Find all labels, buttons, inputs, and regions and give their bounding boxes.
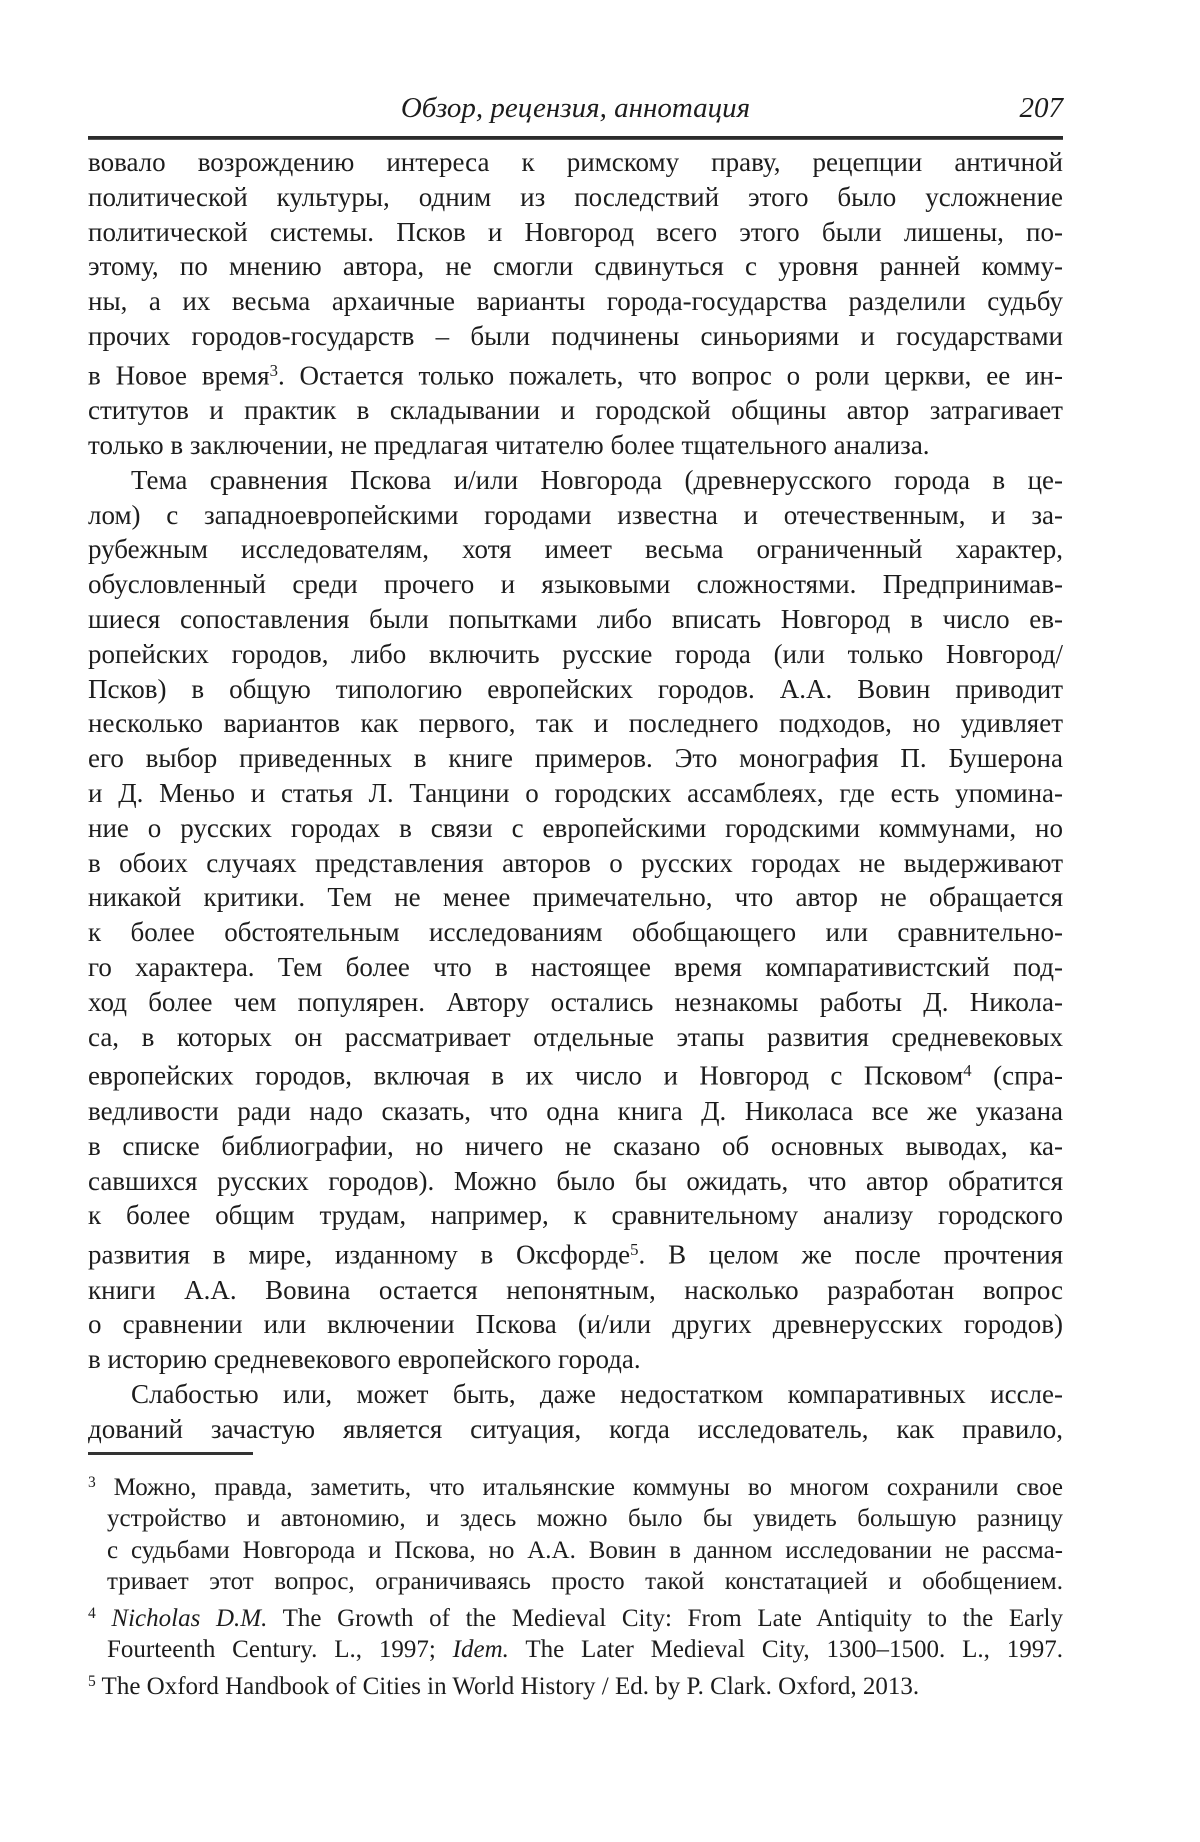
text-segment: (спра- xyxy=(971,1061,1063,1092)
footnote-line xyxy=(107,1566,1063,1597)
text-segment: европейских городов, включая в их число и Новгород с Псковом xyxy=(88,1061,964,1092)
footnote xyxy=(88,1598,1063,1666)
text-segment: обусловленный среди прочего и языковыми сложностями. Предпринимав- xyxy=(88,569,1063,600)
text-line xyxy=(88,950,1063,985)
text-segment: устройство и автономию, и здесь можно было бы увидеть большую разницу xyxy=(107,1505,1063,1533)
text-segment: в Новое время xyxy=(88,360,270,391)
text-line xyxy=(88,354,1063,394)
text-segment: с судьбами Новгорода и Пскова, но А.А. Вовин в данном исследовании не рассма- xyxy=(107,1536,1063,1564)
text-line xyxy=(88,706,1063,741)
text-line xyxy=(88,741,1063,776)
text-line xyxy=(88,532,1063,567)
footnote-ref: 3 xyxy=(269,360,278,380)
running-head xyxy=(88,92,1063,128)
text-line xyxy=(88,498,1063,533)
body-text xyxy=(88,145,1063,1447)
footnote-line xyxy=(88,1666,1063,1702)
text-segment: The Growth of the Medieval City: From Late Antiquity to the Early xyxy=(267,1604,1063,1632)
text-segment: прочих городов-государств – были подчинены синьориями и государствами xyxy=(88,320,1063,351)
text-line xyxy=(88,249,1063,284)
text-line xyxy=(88,672,1063,707)
text-segment: только в заключении, не предлагая читателю более тщательного анализа. xyxy=(88,430,930,461)
text-line xyxy=(88,1342,1063,1377)
text-line xyxy=(88,985,1063,1020)
text-line xyxy=(88,284,1063,319)
text-line xyxy=(88,637,1063,672)
text-segment: о сравнении или включении Пскова (и/или других древнерусских городов) xyxy=(88,1309,1063,1340)
text-line xyxy=(88,1094,1063,1129)
text-segment: лом) с западноевропейскими городами известна и отечественным, и за- xyxy=(88,499,1063,530)
page-title: Обзор, рецензия, аннотация xyxy=(400,92,751,124)
footnote xyxy=(88,1666,1063,1702)
text-segment: . В целом же после прочтения xyxy=(638,1239,1064,1270)
text-line xyxy=(88,145,1063,180)
footnote-ref: 5 xyxy=(630,1240,639,1260)
text-line xyxy=(88,180,1063,215)
text-line xyxy=(88,880,1063,915)
text-line xyxy=(88,1164,1063,1199)
text-line xyxy=(88,846,1063,881)
footnote-separator xyxy=(88,1452,253,1455)
text-line xyxy=(88,1198,1063,1233)
text-segment: ропейских городов, либо включить русские города (или только Новгород/ xyxy=(88,638,1063,669)
text-segment: в обоих случаях представления авторов о русских городах не выдерживают xyxy=(88,847,1063,878)
text-segment: Слабостью или, может быть, даже недостатком компаративных иссле- xyxy=(131,1379,1063,1409)
text-segment: Fourteenth Century. L., 1997; xyxy=(107,1636,453,1664)
footnote-ref: 5 xyxy=(88,1672,96,1690)
text-line xyxy=(88,1233,1063,1273)
text-segment: в списке библиографии, но ничего не сказано об основных выводах, ка- xyxy=(88,1130,1063,1161)
text-segment: к более обстоятельным исследованиям обобщающего или сравнительно- xyxy=(88,917,1063,948)
page-number: 207 xyxy=(1019,92,1063,124)
footnote xyxy=(88,1467,1063,1598)
text-segment: шиеся сопоставления были попытками либо вписать Новгород в число ев- xyxy=(88,604,1063,635)
footnote-line xyxy=(107,1634,1063,1665)
text-segment: савшихся русских городов). Можно было бы ожидать, что автор обратится xyxy=(88,1165,1063,1196)
text-segment: The Oxford Handbook of Cities in World History / Ed. by P. Clark. Oxford, 2013. xyxy=(95,1672,920,1700)
text-segment: Можно, правда, заметить, что итальянские коммуны во многом сохранили свое xyxy=(95,1474,1063,1502)
italic-text: Nicholas D.M. xyxy=(111,1604,268,1632)
text-line xyxy=(88,776,1063,811)
text-segment: этому, по мнению автора, не смогли сдвинуться с уровня ранней комму- xyxy=(88,251,1063,282)
text-segment: ведливости ради надо сказать, что одна книга Д. Николаса все же указана xyxy=(88,1095,1063,1126)
text-segment: к более общим трудам, например, к сравнительному анализу городского xyxy=(88,1200,1063,1231)
text-segment: книги А.А. Вовина остается непонятным, насколько разработан вопрос xyxy=(88,1274,1063,1305)
footnotes-section xyxy=(88,1467,1063,1702)
footnote-line xyxy=(107,1535,1063,1566)
text-line xyxy=(88,319,1063,354)
footnote-ref: 4 xyxy=(88,1604,96,1622)
text-segment: Псков) в общую типологию европейских городов. А.А. Вовин приводит xyxy=(88,673,1063,704)
text-line xyxy=(88,463,1063,498)
text-segment: в историю средневекового европейского города. xyxy=(88,1344,641,1375)
text-line xyxy=(88,1377,1063,1412)
footnote-line xyxy=(107,1503,1063,1534)
text-segment: ститутов и практик в складывании и городской общины автор затрагивает xyxy=(88,395,1063,426)
header-rule xyxy=(88,136,1063,140)
footnote-ref: 3 xyxy=(88,1474,96,1491)
text-line xyxy=(88,1129,1063,1164)
text-line xyxy=(88,1412,1063,1447)
text-segment: политической системы. Псков и Новгород всего этого были лишены, по- xyxy=(88,216,1063,247)
text-segment: вовало возрождению интереса к римскому праву, рецепции античной xyxy=(88,147,1063,177)
paragraph xyxy=(88,1377,1063,1447)
text-segment: и Д. Меньо и статья Л. Танцини о городских ассамблеях, где есть упомина- xyxy=(88,778,1063,809)
footnote-ref: 4 xyxy=(963,1061,972,1081)
text-segment: ход более чем популярен. Автору остались незнакомы работы Д. Никола- xyxy=(88,986,1063,1017)
text-segment: ны, а их весьма архаичные варианты города-государства разделили судьбу xyxy=(88,286,1063,317)
italic-text: Idem. xyxy=(452,1636,509,1664)
text-line xyxy=(88,1020,1063,1055)
text-segment: дований зачастую является ситуация, когда исследователь, как правило, xyxy=(88,1413,1063,1444)
text-line xyxy=(88,1054,1063,1094)
text-segment: The Later Medieval City, 1300–1500. L., 1997. xyxy=(508,1636,1063,1664)
text-segment: политической культуры, одним из последствий этого было усложнение xyxy=(88,181,1063,212)
text-segment: развития в мире, изданному в Оксфорде xyxy=(88,1239,631,1270)
text-line xyxy=(88,1307,1063,1342)
text-segment: го характера. Тем более что в настоящее время компаративистский под- xyxy=(88,952,1063,983)
text-segment: тривает этот вопрос, ограничиваясь просто такой констатацией и обобщением. xyxy=(107,1568,1063,1596)
text-segment: Тема сравнения Пскова и/или Новгорода (древнерусского города в це- xyxy=(131,464,1063,495)
text-line xyxy=(88,393,1063,428)
text-line xyxy=(88,915,1063,950)
text-segment xyxy=(96,1605,112,1632)
text-segment: са, в которых он рассматривает отдельные этапы развития средневековых xyxy=(88,1021,1063,1052)
text-line xyxy=(88,602,1063,637)
footnote-line xyxy=(88,1467,1063,1503)
text-line xyxy=(88,428,1063,463)
text-line xyxy=(88,811,1063,846)
text-segment: его выбор приведенных в книге примеров. Это монография П. Бушерона xyxy=(88,743,1063,774)
text-line xyxy=(88,567,1063,602)
text-segment: никакой критики. Тем не менее примечательно, что автор не обращается xyxy=(88,882,1063,913)
text-segment: рубежным исследователям, хотя имеет весьма ограниченный характер, xyxy=(88,534,1063,565)
paragraph xyxy=(88,145,1063,463)
text-line xyxy=(88,1273,1063,1308)
paragraph xyxy=(88,463,1063,1377)
text-segment: . Остается только пожалеть, что вопрос о роли церкви, ее ин- xyxy=(277,360,1063,391)
text-segment: несколько вариантов как первого, так и последнего подходов, но удивляет xyxy=(88,708,1063,739)
footnote-line xyxy=(88,1598,1063,1634)
text-segment: ние о русских городах в связи с европейскими городскими коммунами, но xyxy=(88,812,1063,843)
text-line xyxy=(88,215,1063,250)
